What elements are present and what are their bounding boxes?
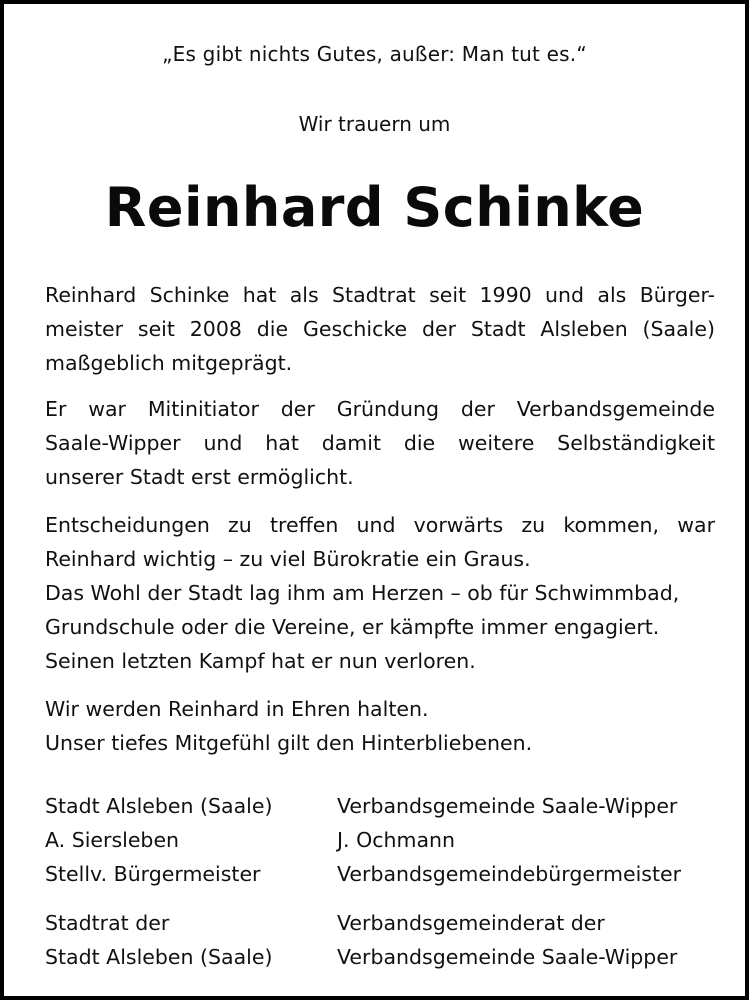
- signature-council-line: Stadt Alsleben (Saale): [45, 945, 273, 969]
- signature-person: A. Siersleben: [45, 828, 180, 852]
- paragraph-character: [45, 508, 715, 678]
- paragraph-line: Wir werden Reinhard in Ehren halten.: [45, 697, 429, 721]
- paragraph-condolence: [45, 692, 715, 760]
- paragraph-line: maßgeblich mitgeprägt.: [45, 351, 293, 375]
- signature-council-line: Verbandsgemeinderat der: [337, 911, 605, 935]
- paragraph-line: Seinen letzten Kampf hat er nun verloren.: [45, 649, 476, 673]
- signature-organization: Verbandsgemeinde Saale-Wipper: [337, 794, 678, 818]
- deceased-name: Reinhard Schinke: [104, 176, 645, 239]
- signature-organization: Stadt Alsleben (Saale): [45, 794, 273, 818]
- paragraph-line: Er war Mitinitiator der Gründung der Verbandsgemeinde: [45, 397, 715, 421]
- signature-right-mayor: [337, 789, 681, 891]
- paragraph-initiative: [45, 392, 715, 494]
- paragraph-line: Grundschule oder die Vereine, er kämpfte immer engagiert.: [45, 615, 660, 639]
- quote: „Es gibt nichts Gutes, außer: Man tut es.“: [162, 42, 587, 66]
- paragraph-line: meister seit 2008 die Geschicke der Stadt Alsleben (Saale): [45, 317, 715, 341]
- paragraph-line: unserer Stadt erst ermöglicht.: [45, 465, 354, 489]
- signature-council-line: Verbandsgemeinde Saale-Wipper: [337, 945, 678, 969]
- signature-person: J. Ochmann: [337, 828, 455, 852]
- paragraph-line: Reinhard wichtig – zu viel Bürokratie ein Graus.: [45, 547, 531, 571]
- signature-title: Verbandsgemeindebürgermeister: [337, 862, 682, 886]
- signature-council-line: Stadtrat der: [45, 911, 170, 935]
- paragraph-line: Saale-Wipper und hat damit die weitere Selbständigkeit: [45, 431, 715, 455]
- signature-left-mayor: [45, 789, 272, 891]
- paragraph-line: Das Wohl der Stadt lag ihm am Herzen – ob für Schwimmbad,: [45, 581, 680, 605]
- paragraph-career: [45, 278, 715, 380]
- signature-right-council: [337, 906, 677, 974]
- paragraph-line: Reinhard Schinke hat als Stadtrat seit 1990 und als Bürger-: [45, 283, 715, 307]
- signature-title: Stellv. Bürgermeister: [45, 862, 261, 886]
- mourning-line: Wir trauern um: [298, 112, 451, 136]
- paragraph-line: Entscheidungen zu treffen und vorwärts zu kommen, war: [45, 513, 715, 537]
- paragraph-line: Unser tiefes Mitgefühl gilt den Hinterbliebenen.: [45, 731, 533, 755]
- signature-left-council: [45, 906, 272, 974]
